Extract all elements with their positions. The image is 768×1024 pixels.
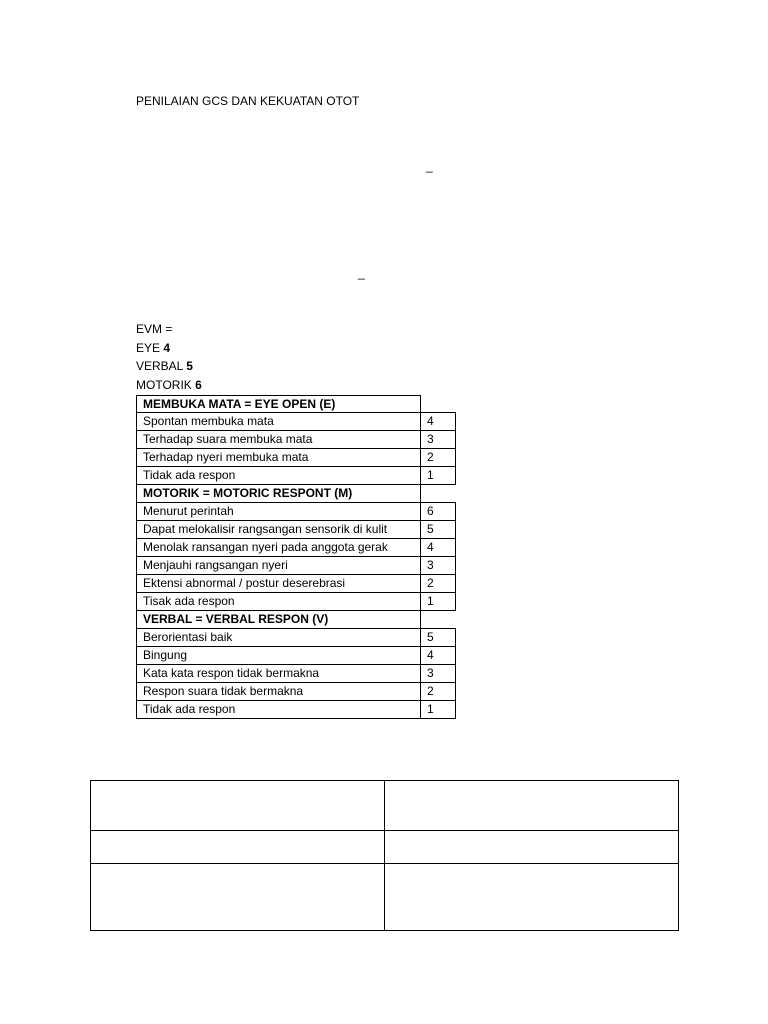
criterion-score: 2 <box>420 574 456 593</box>
table-row <box>136 701 456 719</box>
criterion-label: Kata kata respon tidak bermakna <box>136 664 421 683</box>
table-row <box>136 503 456 521</box>
empty-cell <box>91 781 385 831</box>
criterion-score: 5 <box>420 628 456 647</box>
criterion-label: Tisak ada respon <box>136 592 421 611</box>
table-row <box>136 593 456 611</box>
table-row <box>136 557 456 575</box>
motor-section-header: MOTORIK = MOTORIC RESPONT (M) <box>136 484 421 503</box>
table-row <box>136 467 456 485</box>
table-row <box>136 647 456 665</box>
placeholder-dash: _ <box>358 266 365 280</box>
table-row <box>136 683 456 701</box>
criterion-label: Tidak ada respon <box>136 700 421 719</box>
criterion-label: Menolak ransangan nyeri pada anggota gerak <box>136 538 421 557</box>
table-row <box>136 629 456 647</box>
criterion-score: 6 <box>420 502 456 521</box>
eye-label: EYE <box>136 340 161 355</box>
criterion-label: Ektensi abnormal / postur deserebrasi <box>136 574 421 593</box>
table-row <box>136 413 456 431</box>
empty-cell <box>385 864 679 931</box>
criterion-label: Berorientasi baik <box>136 628 421 647</box>
gcs-scoring-table <box>136 395 456 719</box>
empty-cell <box>385 831 679 864</box>
table-row <box>91 864 679 931</box>
eye-value: 4 <box>163 340 171 355</box>
criterion-label: Spontan membuka mata <box>136 412 421 431</box>
empty-cell <box>385 781 679 831</box>
criterion-score: 5 <box>420 520 456 539</box>
criterion-score: 4 <box>420 412 456 431</box>
criterion-label: Respon suara tidak bermakna <box>136 682 421 701</box>
table-row <box>136 431 456 449</box>
verbal-section-header: VERBAL = VERBAL RESPON (V) <box>136 610 421 629</box>
motorik-value: 6 <box>195 378 202 393</box>
empty-cell <box>91 864 385 931</box>
placeholder-dash: _ <box>426 159 433 173</box>
verbal-summary <box>136 357 202 376</box>
verbal-label: VERBAL <box>136 359 183 374</box>
motorik-summary <box>136 376 202 395</box>
section-header-row <box>136 611 456 629</box>
criterion-score: 2 <box>420 682 456 701</box>
criterion-label: Tidak ada respon <box>136 466 421 485</box>
criterion-score: 1 <box>420 700 456 719</box>
criterion-label: Menurut perintah <box>136 502 421 521</box>
evm-label: EVM = <box>136 322 173 336</box>
criterion-label: Dapat melokalisir rangsangan sensorik di kulit <box>136 520 421 539</box>
criterion-score: 2 <box>420 448 456 467</box>
motorik-label: MOTORIK <box>136 378 192 393</box>
empty-cell <box>91 831 385 864</box>
criterion-score: 1 <box>420 466 456 485</box>
table-row <box>136 449 456 467</box>
criterion-score: 1 <box>420 592 456 611</box>
criterion-label: Menjauhi rangsangan nyeri <box>136 556 421 575</box>
section-header-row <box>136 485 456 503</box>
verbal-value: 5 <box>186 359 193 374</box>
table-row <box>136 665 456 683</box>
criterion-score: 3 <box>420 556 456 575</box>
table-row <box>91 781 679 831</box>
criterion-score: 4 <box>420 646 456 665</box>
table-row <box>136 521 456 539</box>
table-row <box>91 831 679 864</box>
criterion-score: 4 <box>420 538 456 557</box>
eye-summary <box>136 339 202 358</box>
table-row <box>136 575 456 593</box>
table-row <box>136 539 456 557</box>
empty-grid-table <box>90 780 679 931</box>
eye-section-header: MEMBUKA MATA = EYE OPEN (E) <box>136 395 421 413</box>
evm-summary <box>136 320 202 395</box>
criterion-score: 3 <box>420 430 456 449</box>
section-header-row <box>136 395 456 413</box>
criterion-score: 3 <box>420 664 456 683</box>
document-title: PENILAIAN GCS DAN KEKUATAN OTOT <box>136 94 360 108</box>
criterion-label: Terhadap nyeri membuka mata <box>136 448 421 467</box>
criterion-label: Terhadap suara membuka mata <box>136 430 421 449</box>
criterion-label: Bingung <box>136 646 421 665</box>
